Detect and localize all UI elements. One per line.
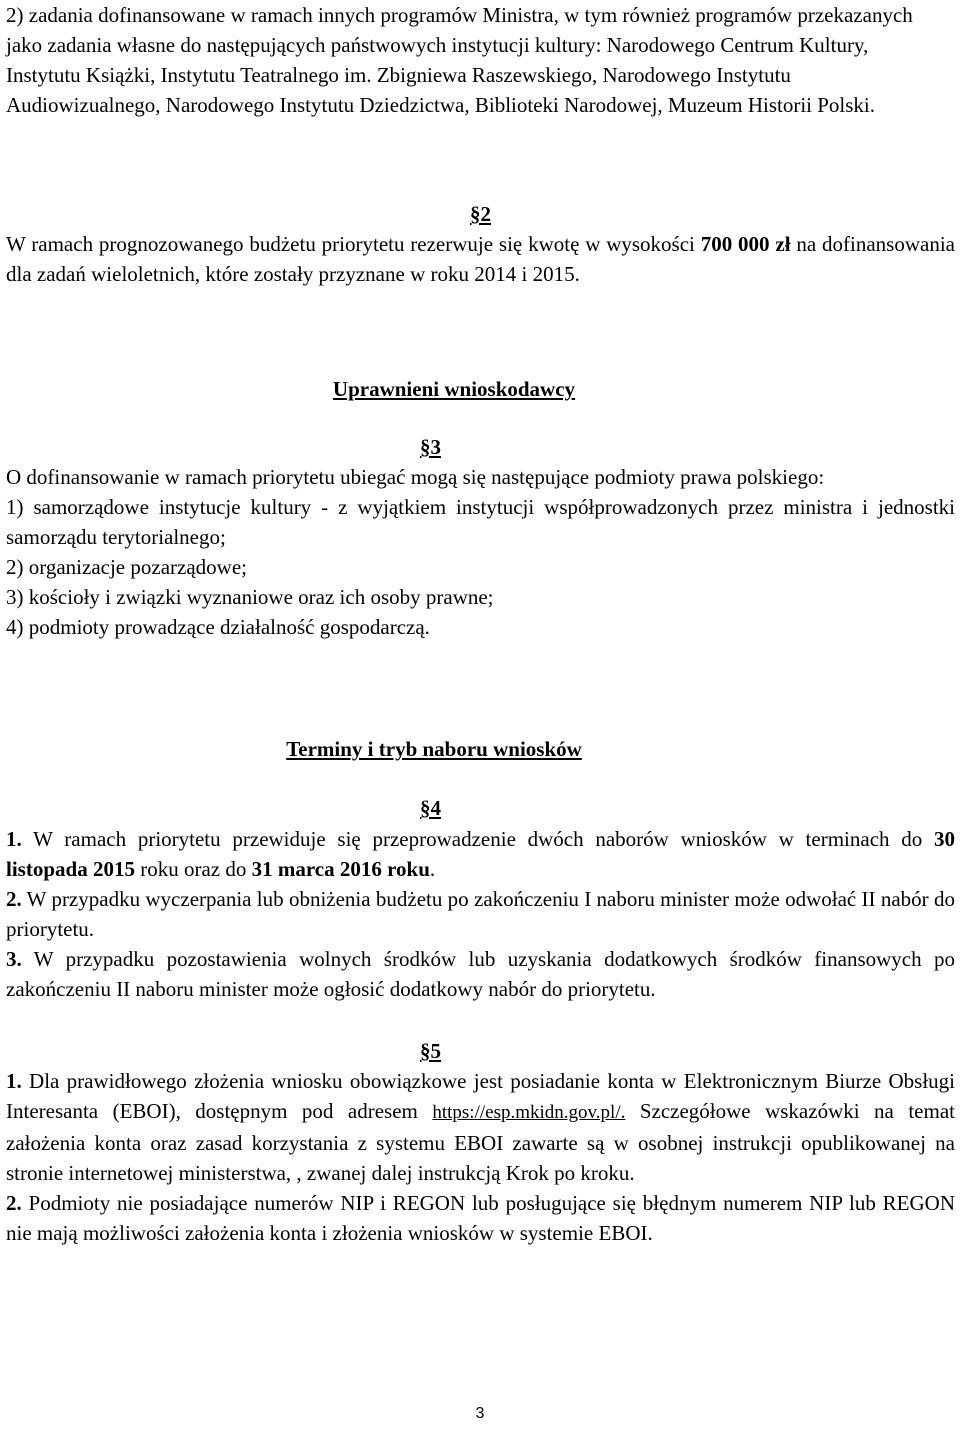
- point-text: Szczegółowe wskazówki na temat założenia konta oraz zasad korzystania z systemu EBOI zawarte są w osobnej instrukcji opublikowanej na stronie internetowej ministerstwa, , zwanej dalej instrukcją Krok po kroku.: [6, 1099, 955, 1185]
- list-item: 1) samorządowe instytucje kultury - z wyjątkiem instytucji współprowadzonych przez ministra i jednostki samorządu terytorialnego;: [6, 495, 955, 549]
- point-number: 2.: [6, 887, 22, 911]
- page-number: 3: [475, 1405, 485, 1422]
- section-4-point-3: [6, 944, 955, 1004]
- section-3-intro: O dofinansowanie w ramach priorytetu ubiegać mogą się następujące podmioty prawa polskiego:: [6, 465, 825, 489]
- section-4-body: [6, 824, 955, 1004]
- point-number: 2.: [6, 1191, 22, 1215]
- point-text: roku oraz do: [134, 857, 252, 881]
- point-text: W przypadku wyczerpania lub obniżenia budżetu po zakończeniu I naboru minister może odwołać II nabór do priorytetu.: [6, 887, 955, 941]
- date-second-call: 31 marca 2016 roku: [251, 857, 430, 881]
- date-first-call: 30 listopada 2015: [6, 827, 955, 881]
- section-5-body: [6, 1066, 955, 1248]
- section-2-text-after: na dofinansowania dla zadań wieloletnich, które zostały przyznane w roku 2014 i 2015.: [6, 232, 955, 286]
- eboi-link[interactable]: https://esp.mkidn.gov.pl/.: [432, 1102, 626, 1123]
- section-5-point-1: [6, 1066, 955, 1188]
- point-text: W ramach priorytetu przewiduje się przeprowadzenie dwóch naborów wniosków w terminach do: [21, 827, 934, 851]
- point-number: 1.: [6, 827, 22, 851]
- section-5-symbol: §5: [420, 1039, 441, 1063]
- section-2-paragraph: [6, 229, 955, 289]
- point-text: W przypadku pozostawienia wolnych środków lub uzyskania dodatkowych środków finansowych po zakończeniu II naboru minister może ogłosić dodatkowy nabór do priorytetu.: [6, 947, 955, 1001]
- section-4-symbol: §4: [420, 796, 441, 820]
- heading-eligible-applicants: Uprawnieni wnioskodawcy: [332, 377, 576, 401]
- section-2-symbol: §2: [470, 202, 491, 226]
- point-number: 1.: [6, 1069, 22, 1093]
- section-5-point-2: [6, 1188, 955, 1248]
- point-text: Podmioty nie posiadające numerów NIP i REGON lub posługujące się błędnym numerem NIP lub REGON nie mają możliwości założenia konta i złożenia wniosków w systemie EBOI.: [6, 1191, 955, 1245]
- section-3-symbol: §3: [420, 435, 441, 459]
- section-4-point-1: [6, 824, 955, 884]
- list-item: 3) kościoły i związki wyznaniowe oraz ich osoby prawne;: [6, 585, 494, 609]
- point-text: .: [429, 857, 436, 881]
- section-2-text-before: W ramach prognozowanego budżetu priorytetu rezerwuje się kwotę w wysokości: [6, 232, 701, 256]
- heading-terms: Terminy i tryb naboru wniosków: [286, 737, 582, 761]
- section-2-amount: 700 000 zł: [700, 232, 791, 256]
- point-text: Dla prawidłowego złożenia wniosku obowiązkowe jest posiadanie konta w Elektronicznym Biurze Obsługi Interesanta (EBOI), dostępnym pod adresem: [6, 1069, 955, 1123]
- intro-paragraph: 2) zadania dofinansowane w ramach innych programów Ministra, w tym również programów przekazanych jako zadania własne do następujących państwowych instytucji kultury: Narodowego Centrum Kultury, Instytutu Książki, Instytutu Teatralnego im. Zbigniewa Raszewskiego, Narodowego Instytutu Audiowizualnego, Narodowego Instytutu Dziedzictwa, Biblioteki Narodowej, Muzeum Historii Polski.: [6, 3, 913, 117]
- section-3-body: [6, 462, 955, 642]
- point-number: 3.: [6, 947, 22, 971]
- list-item: 4) podmioty prowadzące działalność gospodarczą.: [6, 615, 430, 639]
- section-4-point-2: [6, 884, 955, 944]
- list-item: 2) organizacje pozarządowe;: [6, 555, 247, 579]
